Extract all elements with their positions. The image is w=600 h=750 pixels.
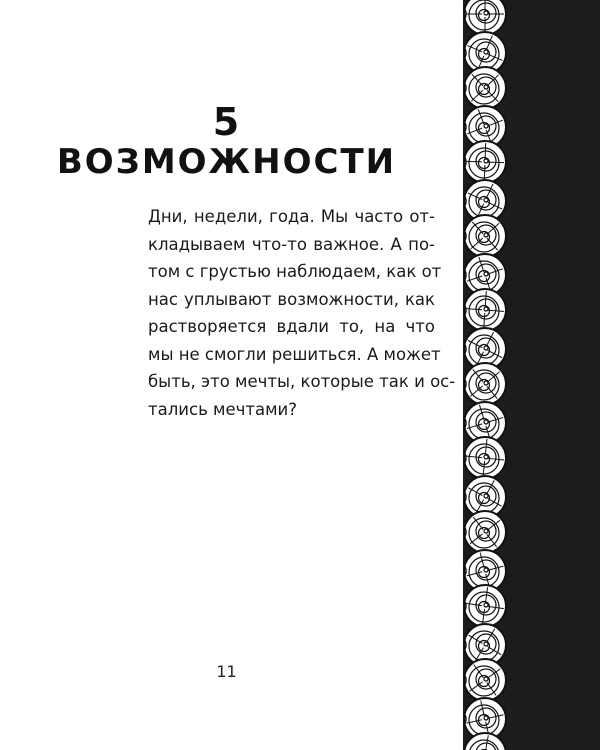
tree-ring-log-slices-icon	[463, 0, 600, 750]
body-line: том с грустью наблюдаем, как от	[148, 262, 442, 281]
body-line: тались мечтами?	[148, 399, 298, 419]
chapter-title: ВОЗМОЖНОСТИ	[56, 142, 397, 182]
body-line: мы не смогли решиться. А может	[148, 344, 441, 364]
log-slice-icon	[464, 0, 506, 35]
body-line: быть, это мечты, которые так и ос-	[148, 372, 456, 391]
log-slice-icon	[464, 363, 506, 405]
log-slice-icon	[464, 289, 506, 331]
log-slice-icon	[464, 437, 506, 479]
body-line: кладываем что-то важное. А по-	[148, 234, 435, 254]
body-paragraph	[148, 203, 456, 423]
log-slice-icon	[464, 585, 506, 627]
log-slice-icon	[464, 67, 506, 109]
log-slice-icon	[464, 141, 506, 183]
log-slice-icon	[464, 215, 506, 257]
log-slice-icon	[464, 659, 506, 701]
page-number: 11	[216, 662, 237, 681]
body-line: Дни, недели, года. Мы часто от-	[148, 207, 435, 226]
body-line: нас уплывают возможности, как	[148, 289, 435, 309]
body-line: растворяется вдали то, на что	[148, 317, 435, 336]
decorative-log-strip	[463, 0, 600, 750]
log-slice-icon	[464, 511, 506, 553]
chapter-number: 5	[212, 100, 241, 144]
